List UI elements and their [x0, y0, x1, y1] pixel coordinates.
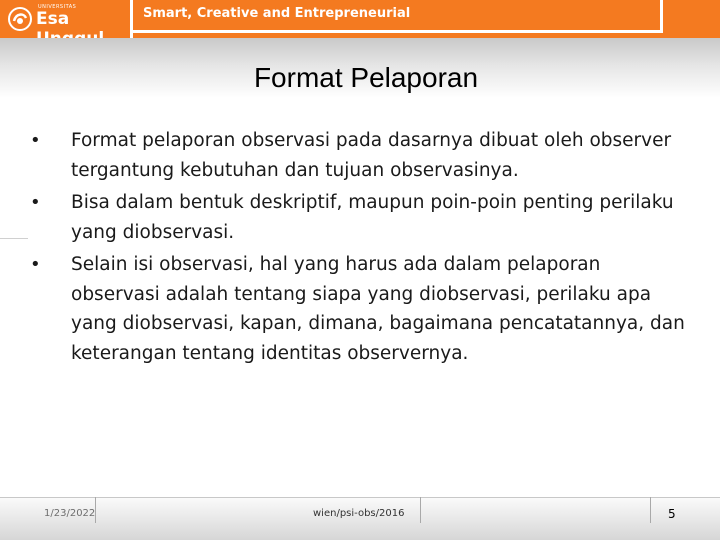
logo-emblem-icon: [8, 7, 32, 31]
bullet-item: [30, 188, 690, 247]
bullet-icon: •: [30, 254, 41, 275]
header-banner: [0, 0, 720, 38]
university-logo: [0, 0, 133, 38]
bullet-icon: •: [30, 130, 41, 151]
footer-separator: [420, 497, 421, 523]
logo-text: Esa: [36, 9, 70, 29]
footer-separator: [650, 497, 651, 523]
bullet-item: [30, 126, 690, 185]
tagline-bar: [133, 0, 663, 33]
bullet-icon: •: [30, 192, 41, 213]
footer-date: 1/23/2022: [44, 508, 96, 519]
footer-text: wien/psi-obs/2016: [313, 508, 405, 519]
slide-footer: [0, 497, 720, 540]
footer-divider: [0, 497, 720, 498]
logo-caption: UNIVERSITAS: [38, 4, 77, 10]
bullet-item: [30, 250, 690, 368]
slide-title: Format Pelaporan: [253, 62, 479, 93]
bullet-list: [30, 126, 690, 371]
tagline: Smart, Creative and Entrepreneurial: [143, 6, 411, 21]
bullet-text: Selain isi observasi, hal yang harus ada dalam pelaporan observasi adalah tentang siapa yang diobservasi, perilaku apa yang diobservasi, kapan, dimana, bagaimana pencatatannya, dan keterangan tentang identitas observernya.: [71, 254, 685, 364]
page-number: 5: [668, 507, 676, 521]
divider: [0, 238, 28, 239]
bullet-text: Bisa dalam bentuk deskriptif, maupun poin-poin penting perilaku yang diobservasi.: [71, 192, 674, 243]
bullet-text: Format pelaporan observasi pada dasarnya dibuat oleh observer tergantung kebutuhan dan tujuan observasinya.: [71, 130, 672, 181]
